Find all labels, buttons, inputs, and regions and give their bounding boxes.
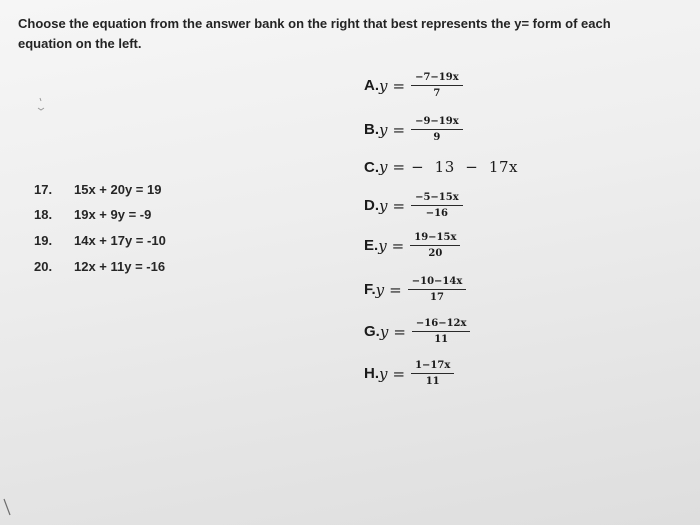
- answer-lhs: y: [379, 364, 388, 383]
- answer-lhs: y: [375, 280, 385, 299]
- problem-number: 18.: [34, 207, 53, 222]
- equals-sign: =: [392, 158, 406, 176]
- equals-sign: =: [392, 196, 406, 215]
- answer-fraction: [411, 360, 454, 387]
- answer-expression: − 13 − 17x: [411, 158, 518, 176]
- problem-number: 17.: [34, 182, 53, 197]
- answer-a: [364, 72, 463, 99]
- equals-sign: =: [392, 120, 406, 139]
- answer-h: [364, 360, 454, 387]
- answer-d: [364, 192, 463, 219]
- problem-number: 20.: [34, 259, 53, 274]
- problem-equation: 15x + 20y = 19: [74, 182, 162, 197]
- fraction-denominator: 9: [433, 132, 441, 143]
- answer-c: [364, 158, 518, 176]
- answer-fraction: [412, 318, 471, 345]
- fraction-denominator: −16: [425, 208, 448, 219]
- answer-lhs: y: [379, 120, 388, 139]
- pencil-mark: [34, 96, 48, 118]
- fraction-numerator: −10−14x: [408, 276, 467, 290]
- answer-letter: G.: [364, 323, 380, 340]
- equals-sign: =: [391, 236, 405, 255]
- fraction-denominator: 11: [425, 376, 440, 387]
- problem-number: 19.: [34, 233, 53, 248]
- fraction-denominator: 7: [433, 88, 441, 99]
- answer-lhs: y: [379, 76, 388, 95]
- answer-letter: A.: [364, 77, 379, 94]
- problem-equation: 14x + 17y = -10: [74, 233, 166, 248]
- fraction-denominator: 20: [428, 248, 443, 259]
- answer-letter: F.: [364, 281, 376, 298]
- problem-20: [34, 259, 165, 274]
- equals-sign: =: [393, 322, 406, 341]
- fraction-numerator: 1−17x: [411, 360, 454, 374]
- instructions-text: Choose the equation from the answer bank on the right that best represents the y= form of each equation on the left.: [18, 16, 611, 51]
- equals-sign: =: [392, 364, 406, 383]
- answer-lhs: y: [378, 236, 387, 255]
- answer-lhs: y: [379, 196, 388, 215]
- answer-g: [364, 318, 470, 345]
- fraction-numerator: −16−12x: [412, 318, 471, 332]
- equals-sign: =: [392, 76, 406, 95]
- problem-18: [34, 207, 151, 222]
- answer-lhs: y: [379, 158, 388, 176]
- fraction-numerator: 19−15x: [410, 232, 460, 246]
- answer-letter: E.: [364, 237, 379, 254]
- fraction-denominator: 17: [430, 292, 444, 303]
- answer-f: [364, 276, 466, 303]
- answer-b: [364, 116, 463, 143]
- answer-fraction: [411, 192, 463, 219]
- answer-letter: C.: [364, 158, 379, 176]
- answer-lhs: y: [379, 322, 389, 341]
- problem-equation: 12x + 11y = -16: [74, 259, 166, 274]
- answer-letter: H.: [364, 365, 379, 382]
- fraction-numerator: −5−15x: [411, 192, 463, 206]
- fraction-denominator: 11: [434, 334, 449, 345]
- answer-fraction: [411, 72, 463, 99]
- answer-fraction: [408, 276, 467, 303]
- answer-fraction: [410, 232, 460, 259]
- answer-letter: D.: [364, 197, 379, 214]
- answer-fraction: [411, 116, 463, 143]
- fraction-numerator: −9−19x: [411, 116, 463, 130]
- problem-19: [34, 233, 166, 248]
- problem-equation: 19x + 9y = -9: [74, 207, 152, 222]
- answer-e: [364, 232, 460, 259]
- fraction-numerator: −7−19x: [411, 72, 463, 86]
- equals-sign: =: [389, 280, 402, 299]
- problem-17: [34, 182, 161, 197]
- pencil-mark-corner: [0, 495, 24, 521]
- answer-letter: B.: [364, 121, 379, 138]
